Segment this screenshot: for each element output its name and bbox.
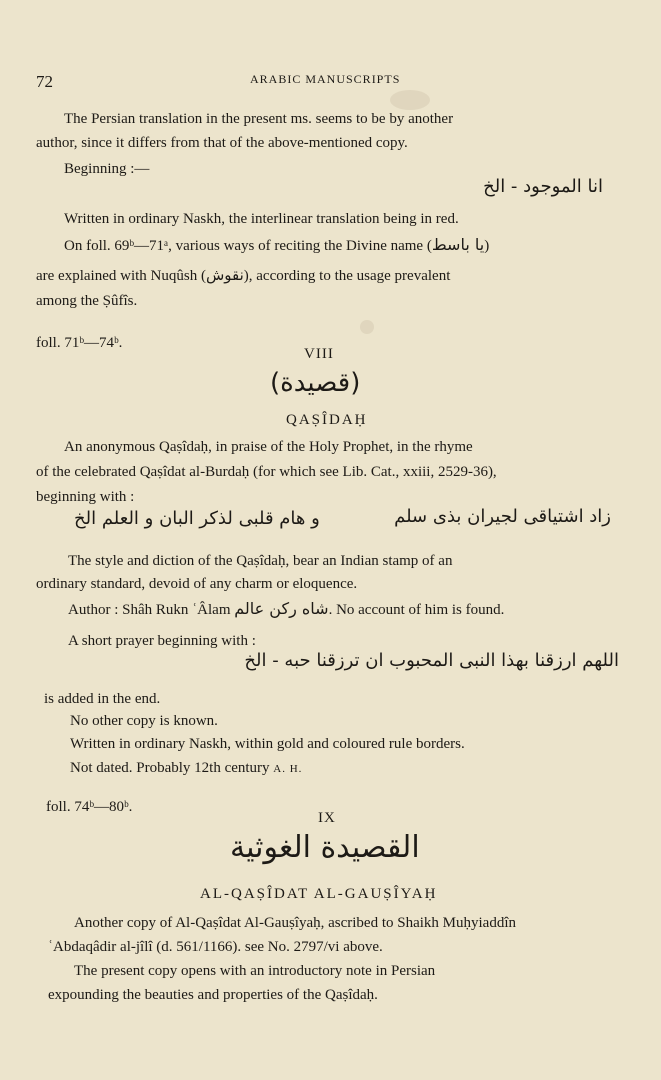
section8-folios: foll. 71ᵇ—74ᵇ. — [36, 335, 123, 351]
section9-para-line-2: ʿAbdaqâdir al-jîlî (d. 561/1166). see No. 2797/vi above. — [48, 939, 383, 955]
section8-numeral: VIII — [304, 346, 334, 362]
section8-para-line-2: of the celebrated Qaṣîdat al-Burdaḥ (for which see Lib. Cat., xxiii, 2529-36), — [36, 464, 497, 480]
running-head: ARABIC MANUSCRIPTS — [250, 72, 401, 86]
intro-line-3: Written in ordinary Naskh, the interlinear translation being in red. — [64, 211, 459, 227]
author-line — [68, 598, 504, 621]
author-arabic: شاه ركن عالم — [234, 599, 329, 618]
arabic-beginning: انا الموجود - الخ — [483, 176, 603, 197]
section9-numeral: IX — [318, 810, 336, 826]
intro-line-5-text: are explained with Nuqûsh ( — [36, 268, 206, 284]
section9-para-line-1: Another copy of Al-Qaṣîdat Al-Gauṣîyaḥ, ascribed to Shaikh Muḥyiaddîn — [74, 915, 517, 931]
section9-para-line-4: expounding the beauties and properties of the Qaṣîdaḥ. — [48, 987, 378, 1003]
intro-line-5 — [36, 264, 450, 287]
era-abbreviation: A. H. — [273, 763, 303, 775]
page-stain — [390, 90, 430, 110]
section9-para-line-3: The present copy opens with an introductory note in Persian — [74, 963, 436, 979]
no-other-copy: No other copy is known. — [70, 713, 218, 729]
added-line: is added in the end. — [44, 691, 161, 707]
prayer-intro: A short prayer beginning with : — [68, 633, 256, 649]
page-stain — [360, 320, 374, 334]
intro-line-1: The Persian translation in the present ms. seems to be by another — [64, 111, 454, 127]
intro-line-4-text: On foll. 69ᵇ—71ᵃ, various ways of reciting the Divine name ( — [64, 238, 432, 254]
section9-title: AL-QAṢÎDAT AL-GAUṢÎYAḤ — [200, 886, 438, 902]
style-line-2: ordinary standard, devoid of any charm or eloquence. — [36, 576, 358, 592]
section8-title: QAṢÎDAḤ — [286, 412, 368, 428]
date-line — [70, 757, 302, 780]
divine-name-arabic: يا باسط — [431, 235, 485, 254]
section9-arabic-title: القصيدة الغوثية — [230, 830, 420, 865]
date-text: Not dated. Probably 12th century — [70, 760, 270, 776]
author-note: . No account of him is found. — [328, 602, 505, 618]
page-number: 72 — [36, 72, 53, 91]
beginning-label: Beginning :— — [64, 161, 150, 177]
section8-para-line-1: An anonymous Qaṣîdaḥ, in praise of the Holy Prophet, in the rhyme — [64, 439, 473, 455]
prayer-arabic: اللهم ارزقنا بهذا النبى المحبوب ان ترزقنا حبه - الخ — [244, 650, 619, 671]
section8-arabic-title: (قصيدة) — [270, 368, 361, 398]
verse-second-hemistich: و هام قلبى لذكر البان و العلم الخ — [74, 508, 320, 529]
intro-line-4 — [64, 234, 489, 257]
verse-first-hemistich: زاد اشتياقى لجيران بذى سلم — [394, 506, 611, 527]
written-line: Written in ordinary Naskh, within gold and coloured rule borders. — [70, 736, 465, 752]
intro-line-6: among the Ṣûfîs. — [36, 293, 138, 309]
intro-line-5-rest: ), according to the usage prevalent — [243, 268, 451, 284]
section9-folios: foll. 74ᵇ—80ᵇ. — [46, 799, 133, 815]
author-label: Author : Shâh Rukn ʿÂlam — [68, 602, 231, 618]
intro-line-2: author, since it differs from that of the above-mentioned copy. — [36, 135, 408, 151]
style-line-1: The style and diction of the Qaṣîdaḥ, bear an Indian stamp of an — [68, 553, 453, 569]
intro-line-4-close: ) — [484, 238, 490, 254]
nuqush-arabic: نقوش — [205, 266, 244, 284]
section8-para-line-3: beginning with : — [36, 489, 135, 505]
